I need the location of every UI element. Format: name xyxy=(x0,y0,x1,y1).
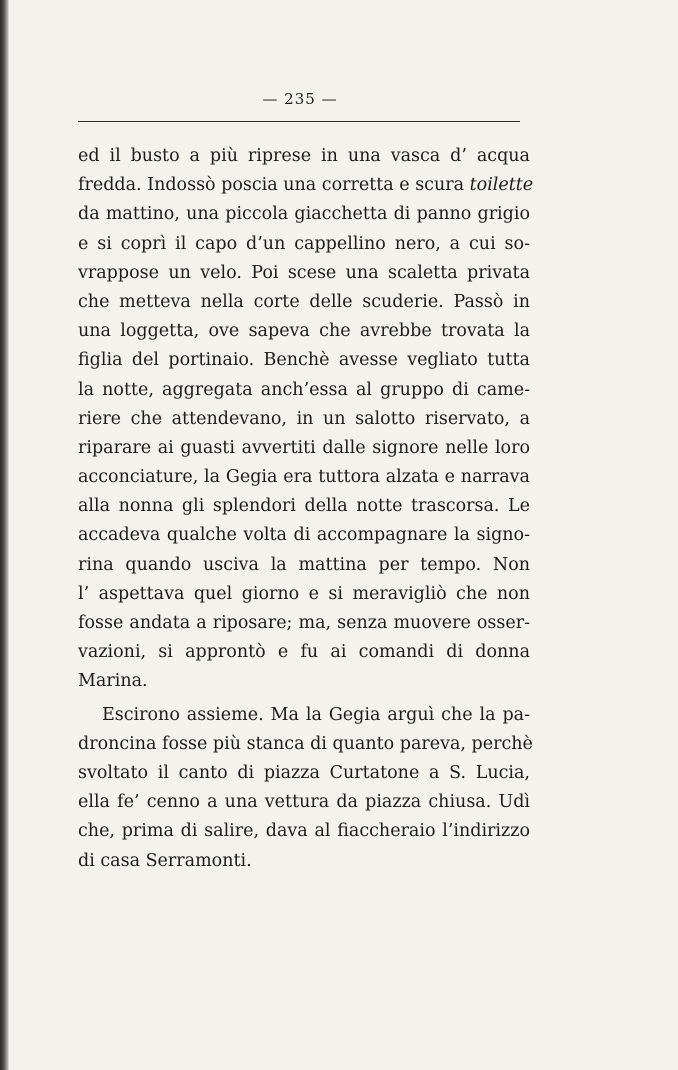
header-rule xyxy=(78,121,520,122)
text-line: da mattino, una piccola giacchetta di panno grigio xyxy=(78,204,530,225)
text-line: l’ aspettava quel giorno e si meravigliò che non xyxy=(78,583,530,604)
text-line: e si coprì il capo d’un cappellino nero, a cui so- xyxy=(78,233,530,254)
text-line: fredda. Indossò poscia una corretta e scura toilette xyxy=(78,175,534,196)
text-line: una loggetta, ove sapeva che avrebbe trovata la xyxy=(78,321,530,342)
text-line: vazioni, si approntò e fu ai comandi di donna xyxy=(78,642,530,663)
text-line: di casa Serramonti. xyxy=(78,850,252,871)
text-line: la notte, aggregata anch’essa al gruppo di came- xyxy=(78,379,530,400)
binding-edge xyxy=(0,0,9,1070)
text-line: figlia del portinaio. Benchè avesse vegliato tutta xyxy=(78,350,530,371)
italic-word: toilette xyxy=(469,175,534,196)
text-line: che, prima di salire, dava al fiaccheraio l’indirizzo xyxy=(78,821,530,842)
text-line: ed il busto a più riprese in una vasca d’ acqua xyxy=(78,146,530,166)
text-line: fosse andata a riposare; ma, senza muovere osser- xyxy=(78,613,530,633)
text-line: acconciature, la Gegia era tuttora alzata e narrava xyxy=(78,467,530,488)
text-line: Marina. xyxy=(78,671,148,692)
text-line: ella fe’ cenno a una vettura da piazza chiusa. Udì xyxy=(78,792,530,813)
text-line: vrappose un velo. Poi scese una scaletta privata xyxy=(78,262,530,283)
text-line: rina quando usciva la mattina per tempo. Non xyxy=(78,554,530,575)
text-line: riparare ai guasti avvertiti dalle signore nelle loro xyxy=(78,437,530,458)
page-number: — 235 — xyxy=(262,90,338,108)
body-text xyxy=(78,142,534,876)
text-line: alla nonna gli splendori della notte trascorsa. Le xyxy=(78,496,530,517)
text-line: riere che attendevano, in un salotto riservato, a xyxy=(78,408,530,429)
text-line: svoltato il canto di piazza Curtatone a S. Lucia, xyxy=(78,762,530,783)
paragraph xyxy=(78,142,534,697)
text-line: accadeva qualche volta di accompagnare la signo- xyxy=(78,525,530,546)
text-line: Escirono assieme. Ma la Gegia arguì che la pa- xyxy=(102,704,530,725)
paragraph xyxy=(78,701,533,876)
text-line: droncina fosse più stanca di quanto pareva, perchè xyxy=(78,733,533,754)
text-line: che metteva nella corte delle scuderie. Passò in xyxy=(78,291,530,312)
